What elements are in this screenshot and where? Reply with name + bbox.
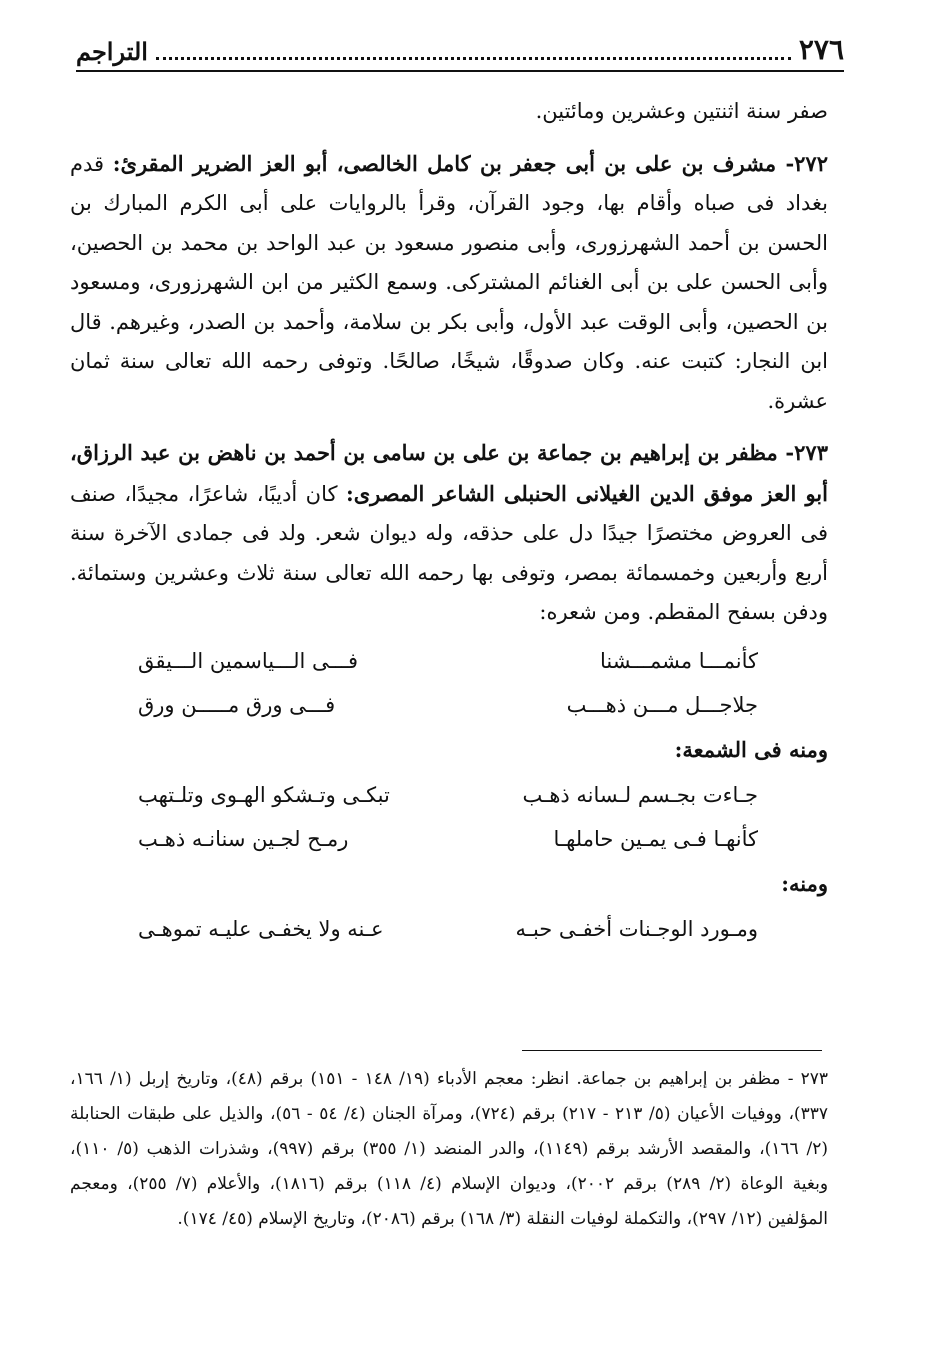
page-number: ٢٧٦ — [798, 33, 844, 66]
poem-1 — [70, 639, 828, 727]
verse-second-hemistich: عـنه ولا يخفـى عليـه تموهـى — [138, 916, 384, 941]
entry-272-text: قدم بغداد فى صباه وأقام بها، وجود القرآن، وقرأ بالروايات على أبى الكرم المبارك بن الحسن بن أحمد الشهرزورى، وأبى منصور مسعود بن عبد الواحد بن محمد بن الحصين، وأبى الحسن على بن أبى الغنائم المشتركى. وسمع الكثير من ابن الشهرزورى، ومسعود بن الحصين، وأبى الوقت عبد الأول، وأبى بكر بن سلامة، وأحمد بن الصدر، وغيرهم. قال ابن النجار: كتبت عنه. وكان صدوقًا، شيخًا، صالحًا. وتوفى رحمه الله تعالى سنة ثمان عشرة. — [70, 151, 829, 413]
poem-2 — [70, 773, 828, 861]
verse-second-hemistich: فـــى الـــياسمين الـــيقق — [138, 648, 358, 673]
page-header — [76, 28, 844, 72]
main-text — [70, 92, 828, 951]
verse — [138, 773, 758, 817]
verse — [138, 907, 758, 951]
verse-first-hemistich: ومـورد الوجـنات أخفـى حبـه — [515, 916, 758, 941]
intro-line: صفر سنة اثنتين وعشرين ومائتين. — [535, 99, 828, 123]
entry-273 — [70, 433, 828, 633]
entry-272-title: ٢٧٢- مشرف بن على بن أبى جعفر بن كامل الخالصى، أبو العز الضرير المقرئ: — [112, 150, 828, 176]
footnote-273: ٢٧٣ - مظفر بن إبراهيم بن جماعة. انظر: معجم الأدباء (١٩/ ١٤٨ - ١٥١) برقم (٤٨)، وتاريخ إربل (١/ ١٦٦، ٣٣٧)، ووفيات الأعيان (٥/ ٢١٣ - ٢١٧) برقم (٧٢٤)، ومرآة الجنان (٤/ ٥٤ - ٥٦)، والذيل على طبقات الحنابلة (٢/ ١٦٦)، والمقصد الأرشد برقم (١١٤٩)، والدر المنضد (١/ ٣٥٥) برقم (٩٩٧)، وشذرات الذهب (٥/ ١١٠)، وبغية الوعاة (٢/ ٢٨٩) برقم ٢٠٠٢)، وديوان الإسلام (٤/ ١١٨) برقم (١٨١٦)، والأعلام (٧/ ٢٥٥)، ومعجم المؤلفين (١٢/ ٢٩٧)، والتكملة لوفيات النقلة (٣/ ١٦٨) برقم (٢٠٨٦)، وتاريخ الإسلام (٤٥/ ١٧٤). — [70, 1069, 829, 1229]
verse-first-hemistich: جلاجـــل مـــن ذهـــب — [566, 692, 758, 717]
verse — [138, 639, 758, 683]
entry-273-title: ٢٧٣- مظفر بن إبراهيم بن جماعة بن على بن سامى بن أحمد بن ناهض بن عبد الرزاق، أبو العز موفق الدين الغيلانى الحنبلى الشاعر المصرى: — [70, 440, 828, 506]
header-dotted-leader — [156, 56, 791, 60]
verse-first-hemistich: جـاءت بجـسم لـسانه ذهـب — [522, 782, 758, 807]
poem-3 — [70, 907, 828, 951]
verse-second-hemistich: رمـح لجـين سنانـه ذهـب — [138, 826, 349, 851]
verse — [138, 817, 758, 861]
entry-273-text: كان أديبًا، شاعرًا، مجيدًا، صنف فى العروض مختصرًا جيدًا دل على حذقه، وله ديوان شعر. ولد فى جمادى الآخرة سنة أربع وأربعين وخمسمائة بمصر، وتوفى بها رحمه الله تعالى سنة ثلاث وعشرين وستمائة. ودفن بسفح المقطم. ومن شعره: — [70, 481, 828, 624]
footnote-divider — [522, 1050, 822, 1051]
verse-first-hemistich: كأنهـا فـى يمـين حاملهـا — [553, 826, 758, 851]
verse-first-hemistich: كأنمـــا مشمـــشنا — [600, 648, 758, 673]
entry-272 — [70, 144, 828, 422]
footnotes — [70, 1062, 828, 1237]
verse-second-hemistich: تبكـى وتـشكو الهـوى وتلـتهب — [138, 782, 390, 807]
verse — [138, 683, 758, 727]
verse-second-hemistich: فـــى ورق مـــــن ورق — [138, 692, 336, 717]
section-title: التراجم — [76, 37, 148, 66]
poem-3-heading: ومنه: — [781, 870, 828, 896]
poem-2-heading: ومنه فى الشمعة: — [674, 736, 828, 762]
